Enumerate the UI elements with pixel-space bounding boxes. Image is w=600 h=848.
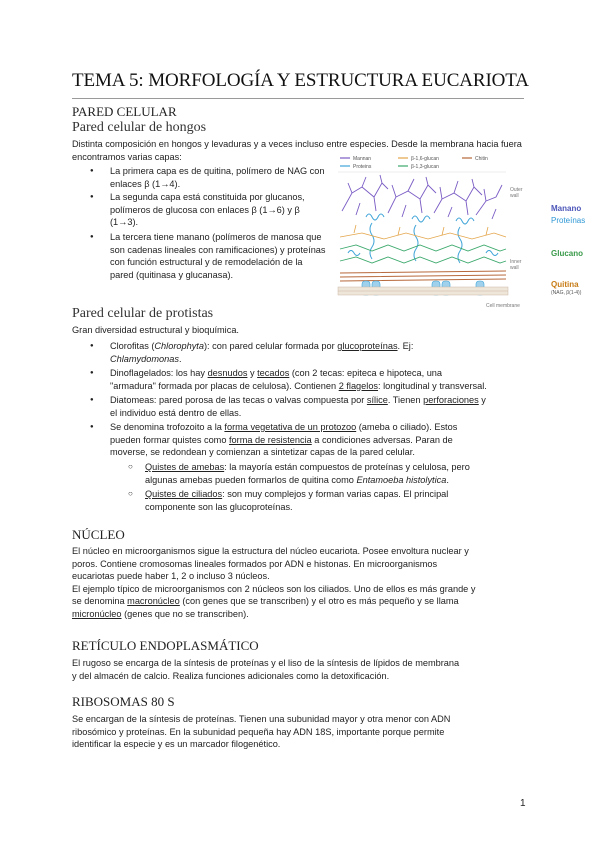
side-label-quitina: Quitina bbox=[551, 280, 579, 289]
legend-b13: β-1,3-glucan bbox=[411, 164, 439, 170]
side-label-proteinas: Proteínas bbox=[551, 216, 586, 225]
protistas-bullet-clorofitas: ● Clorofitas (Chlorophyta): con pared celular formada por glucoproteínas. Ej: Chlamydomonas. bbox=[110, 340, 520, 365]
label-inner-wall: Inner bbox=[510, 259, 522, 265]
svg-text:wall: wall bbox=[510, 265, 519, 271]
hongos-intro: Distinta composición en hongos y levaduras y a veces incluso entre especies. Desde la membrana hacia fuera encontramos varias capas: bbox=[72, 139, 522, 162]
page-number: 1 bbox=[520, 798, 526, 809]
label-outer-wall: Outer bbox=[510, 187, 523, 193]
sub-bullet-quistes-amebas: ○ Quistes de amebas: la mayoría están compuestos de proteínas y celulosa, pero algunas amebas pueden formarlos de quitina como Entamoeba histolytica. bbox=[145, 461, 517, 486]
legend-chitin: Chitin bbox=[475, 156, 488, 162]
legend-mannan: Mannan bbox=[353, 156, 372, 162]
protistas-bullet-dinoflagelados: ● Dinoflagelados: los hay desnudos y tecados (con 2 tecas: epiteca e hipoteca, una "armadura" formada por placas de celulosa). Contienen 2 flagelos: longitudinal y transversal. bbox=[110, 367, 525, 392]
reticulo-text: El rugoso se encarga de la síntesis de proteínas y el liso de la síntesis de lípidos de membrana y del almacén de calcio. Realiza funciones adicionales como la detoxificación. bbox=[72, 658, 460, 681]
legend-b16: β-1,6-glucan bbox=[411, 156, 439, 162]
hongos-bullet-1: ● La primera capa es de quitina, polímero de NAG con enlaces β (1→4). bbox=[110, 165, 328, 190]
side-label-glucano: Glucano bbox=[551, 249, 584, 258]
ribosomas-text: Se encargan de la síntesis de proteínas. Tienen una subunidad mayor y otra menor con ADN ribosómico y proteínas. En la subunidad pequeña hay ADN 18S, importante porque permite identificar la especie y es un marcador filogenético. bbox=[72, 714, 451, 750]
title-rule bbox=[72, 98, 524, 99]
protistas-bullet-diatomeas: ● Diatomeas: pared porosa de las tecas o valvas compuesta por sílice. Tienen perforaciones y el individuo está dentro de ellas. bbox=[110, 394, 530, 419]
page-title: TEMA 5: MORFOLOGÍA Y ESTRUCTURA EUCARIOTA bbox=[72, 70, 529, 91]
cell-membrane bbox=[338, 287, 508, 295]
section-heading-nucleo: NÚCLEO bbox=[72, 527, 125, 542]
section-heading-pared: PARED CELULAR bbox=[72, 104, 177, 119]
hongos-bullet-3: ● La tercera tiene manano (polímeros de manosa que son cadenas lineales con ramificaciones) y proteínas con función estructural y de remodelación de la pared (quitinasa y glucanasa). bbox=[110, 231, 328, 281]
label-cell-membrane: Cell membrane bbox=[486, 303, 520, 309]
side-label-manano: Manano bbox=[551, 204, 582, 213]
protistas-intro: Gran diversidad estructural y bioquímica. bbox=[72, 325, 239, 335]
subheading-protistas: Pared celular de protistas bbox=[72, 306, 214, 321]
subheading-hongos: Pared celular de hongos bbox=[72, 120, 207, 135]
svg-text:wall: wall bbox=[510, 193, 519, 199]
side-label-nag: (NAG, β(1-4)) bbox=[551, 290, 582, 296]
cell-wall-diagram bbox=[336, 153, 532, 315]
hongos-bullet-2: ● La segunda capa está constituida por glucanos, polímeros de glucosa con enlaces β (1→6) y β (1→3). bbox=[110, 191, 328, 229]
sub-bullet-quistes-ciliados: ○ Quistes de ciliados: son muy complejos y forman varias capas. El principal componente son las glucoproteínas. bbox=[145, 488, 517, 513]
section-heading-ribosomas: RIBOSOMAS 80 S bbox=[72, 694, 175, 709]
nucleo-text: El núcleo en microorganismos sigue la estructura del núcleo eucariota. Posee envoltura nuclear y poros. Contiene cromosomas lineales formados por ADN e histonas. En microorganismos eucariotas puede haber 1, 2 o incluso 3 núcleos. El ejemplo típico de microorganismos con 2 núcleos son los ciliados. Uno de ellos es más grande y se denomina macronúcleo (con genes que se transcriben) y el otro es más pequeño y se llama micronúcleo (genes que no se transcriben). bbox=[72, 546, 476, 619]
protistas-bullet-trofozoito: ● Se denomina trofozoito a la forma vegetativa de un protozoo (ameba o ciliado). Estos pueden formar quistes como forma de resistencia a condiciones adversas. Paran de moverse, se redondean y comienzan a sintetizar capas de la pared celular. bbox=[110, 421, 525, 459]
legend-proteins: Proteins bbox=[353, 164, 372, 170]
section-heading-reticulo: RETÍCULO ENDOPLASMÁTICO bbox=[72, 638, 259, 653]
